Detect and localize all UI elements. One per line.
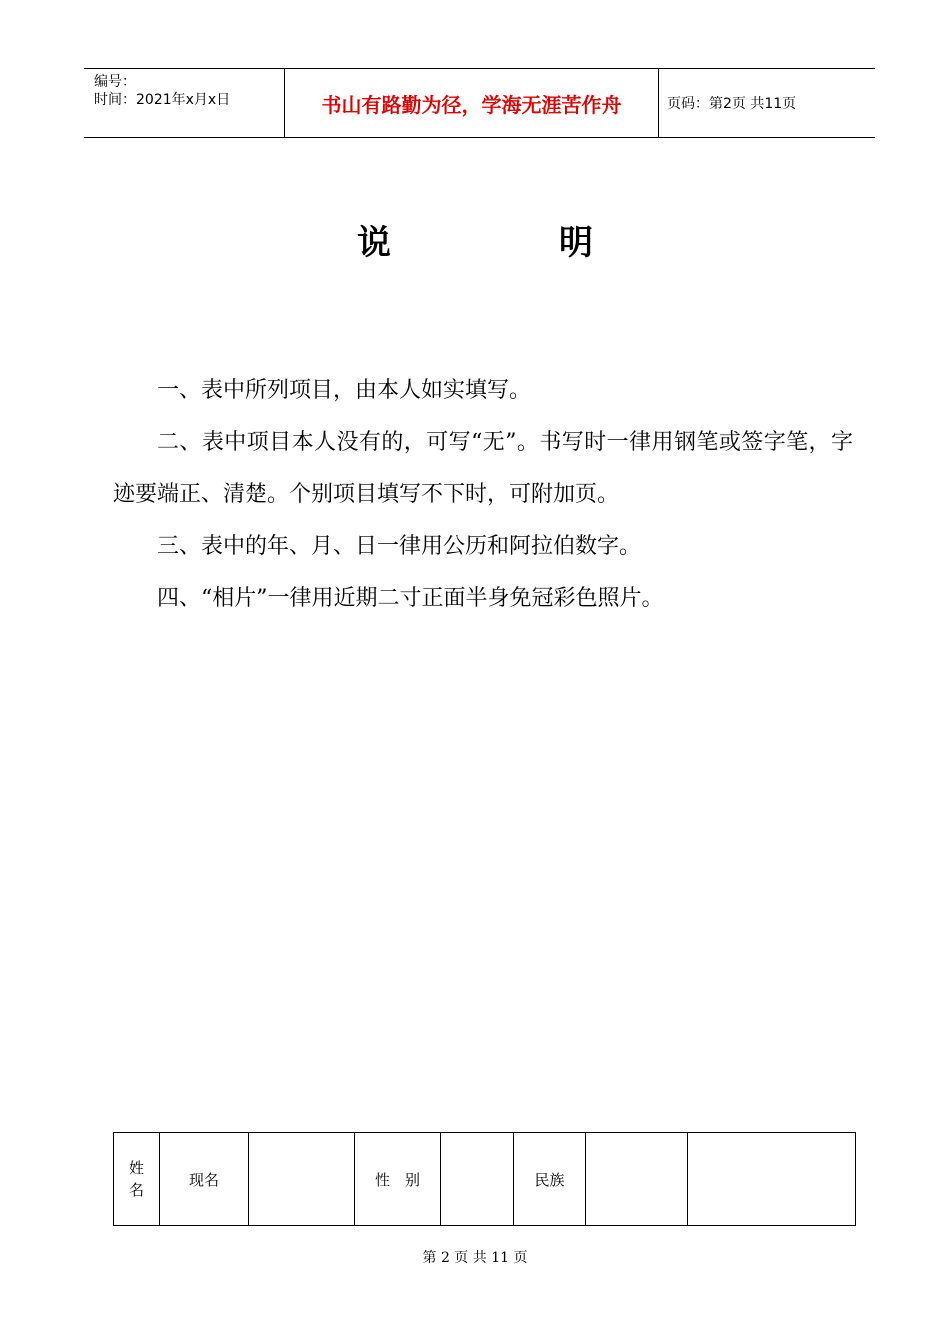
photo-cell[interactable]	[688, 1133, 856, 1226]
name-label-cell	[114, 1133, 160, 1226]
instruction-item: 一、表中所列项目，由本人如实填写。	[157, 378, 532, 403]
table-row	[114, 1133, 856, 1226]
current-name-label: 现名	[160, 1133, 249, 1226]
instruction-item: 二、表中项目本人没有的，可写“无”。书写时一律用钢笔或签字笔，字迹要端正、清楚。个别项目填写不下时，可附加页。	[113, 430, 853, 507]
document-time: 时间：2021年x月x日	[94, 92, 231, 108]
title-char-2: 明	[559, 223, 593, 263]
gender-value[interactable]	[441, 1133, 514, 1226]
instruction-item: 三、表中的年、月、日一律用公历和阿拉伯数字。	[157, 534, 642, 559]
name-label-2: 名	[128, 1181, 144, 1199]
instructions	[113, 365, 853, 625]
page-title	[0, 215, 950, 264]
header-motto: 书山有路勤为径，学海无涯苦作舟	[284, 69, 659, 137]
title-char-1: 说	[357, 223, 391, 263]
personal-info-table	[113, 1132, 856, 1226]
name-label-1: 姓	[128, 1159, 144, 1177]
header-page-info: 页码：第2页 共11页	[667, 96, 797, 112]
ethnicity-value[interactable]	[586, 1133, 688, 1226]
page-header	[84, 68, 875, 138]
document-number-label: 编号：	[94, 74, 136, 90]
gender-label: 性 别	[355, 1133, 441, 1226]
ethnicity-label: 民族	[514, 1133, 586, 1226]
page-footer: 第 2 页 共 11 页	[422, 1250, 528, 1266]
header-meta	[84, 69, 284, 137]
instruction-item: 四、“相片”一律用近期二寸正面半身免冠彩色照片。	[157, 586, 664, 611]
current-name-value[interactable]	[249, 1133, 355, 1226]
